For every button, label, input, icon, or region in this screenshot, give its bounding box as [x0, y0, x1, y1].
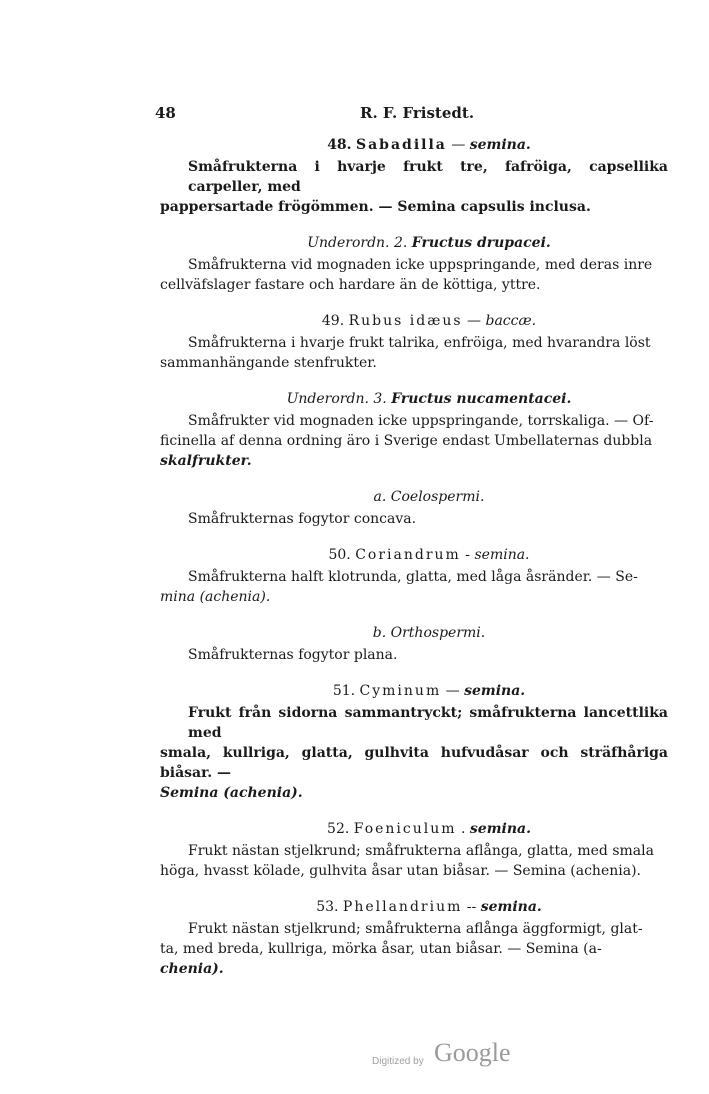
paragraph: Frukt nästan stjelkrund; småfrukterna aflånga äggformigt, glat- ta, med breda, kullriga, mörka åsar, utan biåsar. — Semina (a- chenia).: [160, 921, 643, 977]
page-header: [155, 104, 575, 128]
section-heading: 51. Cyminum — semina.: [332, 683, 526, 699]
section-heading: b. Orthospermi.: [372, 625, 486, 641]
drug-name: Rubus idæus: [348, 313, 463, 329]
section-heading: a. Coelospermi.: [373, 489, 485, 505]
drug-name: Foeniculum: [353, 821, 457, 837]
running-title: R. F. Fristedt.: [360, 104, 475, 122]
section-heading: 48. Sabadilla — semina.: [327, 137, 531, 153]
paragraph: Småfrukternas fogytor plana.: [188, 647, 398, 663]
drug-part: semina.: [469, 821, 531, 837]
drug-name: Coriandrum: [355, 547, 461, 563]
paragraph: Frukt nästan stjelkrund; småfrukterna aflånga, glatta, med smala höga, hvasst kölade, gulhvita åsar utan biåsar. — Semina (achenia).: [160, 843, 654, 879]
section-heading: Underordn. 2. Fructus drupacei.: [307, 235, 551, 251]
paragraph: Småfrukter vid mognaden icke uppspringande, torrskaliga. — Of- ficinella af denna ordning äro i Sverige endast Umbellaternas dubbla skalfrukter.: [160, 413, 654, 469]
drug-name: Phellandrium: [342, 899, 463, 915]
drug-part: semina.: [469, 137, 531, 153]
drug-part: semina.: [464, 683, 526, 699]
section-heading: 50. Coriandrum - semina.: [328, 547, 530, 563]
section-heading: Underordn. 3. Fructus nucamentacei.: [286, 391, 572, 407]
page-body: [160, 135, 668, 979]
paragraph: Småfrukternas fogytor concava.: [188, 511, 417, 527]
drug-part: baccæ.: [485, 313, 537, 329]
paragraph: Småfrukterna vid mognaden icke uppspringande, med deras inre cellväfslager fastare och hardare än de köttiga, yttre.: [160, 257, 653, 293]
drug-name: Cyminum: [359, 683, 442, 699]
section-heading: 52. Foeniculum . semina.: [327, 821, 531, 837]
drug-part: semina.: [480, 899, 542, 915]
section-heading: 49. Rubus idæus — baccæ.: [321, 313, 537, 329]
digitized-watermark: [372, 1038, 532, 1074]
paragraph: Småfrukterna halft klotrunda, glatta, med låga åsränder. — Se- mina (achenia).: [160, 569, 638, 605]
section-heading: 53. Phellandrium -- semina.: [316, 899, 542, 915]
digitized-label: Digitized by: [372, 1056, 424, 1067]
drug-part: semina.: [474, 547, 530, 563]
page-number: 48: [155, 104, 176, 122]
paragraph: Frukt från sidorna sammantryckt; småfrukterna lancettlika med smala, kullriga, glatta, gulhvita hufvudåsar och sträfhåriga biåsar. — Semina (achenia).: [160, 705, 668, 801]
google-logo: Google: [434, 1038, 511, 1067]
paragraph: Småfrukterna i hvarje frukt tre, fafröiga, capsellika carpeller, med pappersartade frögömmen. — Semina capsulis inclusa.: [160, 159, 668, 215]
paragraph: Småfrukterna i hvarje frukt talrika, enfröiga, med hvarandra löst sammanhängande stenfrukter.: [160, 335, 651, 371]
drug-name: Sabadilla: [356, 137, 447, 153]
